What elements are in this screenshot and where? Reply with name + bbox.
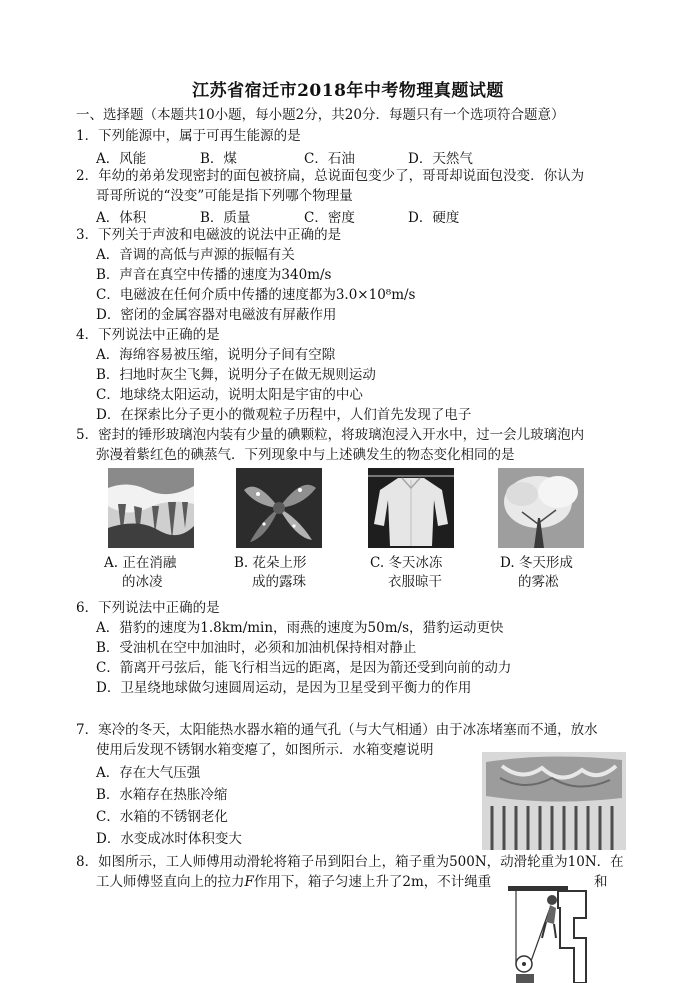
- question-4-option-c: C．地球绕太阳运动，说明太阳是宇宙的中心: [96, 387, 363, 403]
- option-b: B．质量: [200, 210, 251, 226]
- question-3-option-c: C．电磁波在任何介质中传播的速度都为3.0×10⁸m/s: [96, 287, 416, 303]
- question-7-stem-cont: 使用后发现不锈钢水箱变瘪了，如图所示．水箱变瘪说明: [96, 742, 434, 758]
- caption-b: B. 花朵上形 成的露珠: [234, 555, 307, 590]
- question-3-option-d: D．密闭的金属容器对电磁波有屏蔽作用: [96, 307, 337, 323]
- question-7-stem: 7．寒冷的冬天，太阳能热水器水箱的通气孔（与大气相通）由于冰冻堵塞而不通，放水: [76, 722, 598, 738]
- question-7-option-c: C．水箱的不锈钢老化: [96, 809, 228, 825]
- question-8-stem-tail: 和: [594, 874, 608, 890]
- question-3-option-a: A．音调的高低与声源的振幅有关: [96, 247, 295, 263]
- option-d: D．天然气: [408, 151, 473, 167]
- force-symbol: F: [244, 874, 254, 890]
- option-a: A．体积: [96, 210, 147, 226]
- question-6-option-a: A．猎豹的速度为1.8km/min，雨燕的速度为50m/s，猎豹运动更快: [96, 620, 504, 636]
- question-2-options: [96, 206, 512, 226]
- question-4-option-b: B．扫地时灰尘飞舞，说明分子在做无规则运动: [96, 367, 376, 383]
- caption-a: A. 正在消融 的冰凌: [104, 555, 177, 590]
- page-title: 江苏省宿迁市2018年中考物理真题试题: [192, 81, 504, 101]
- option-b: B．煤: [200, 151, 237, 167]
- dented-water-tank-photo: [482, 752, 626, 850]
- icicle-photo: [108, 468, 194, 548]
- question-2-stem-cont: 哥哥所说的“没变”可能是指下列哪个物理量: [96, 188, 353, 204]
- question-5-stem: 5．密封的锤形玻璃泡内装有少量的碘颗粒，将玻璃泡浸入开水中，过一会儿玻璃泡内: [76, 427, 585, 443]
- option-d: D．硬度: [408, 210, 460, 226]
- pulley-worker-figure: [500, 878, 596, 983]
- section-heading: 一、选择题（本题共10小题，每小题2分，共20分．每题只有一个选项符合题意）: [76, 107, 565, 123]
- question-1-options: [96, 147, 512, 167]
- question-4-stem: 4．下列说法中正确的是: [76, 327, 220, 343]
- question-6-option-b: B．受油机在空中加油时，必须和加油机保持相对静止: [96, 640, 417, 656]
- option-c: C．密度: [304, 210, 355, 226]
- question-3-stem: 3．下列关于声波和电磁波的说法中正确的是: [76, 227, 342, 243]
- question-4-option-d: D．在探索比分子更小的微观粒子历程中，人们首先发现了电子: [96, 407, 472, 423]
- question-6-stem: 6．下列说法中正确的是: [76, 600, 220, 616]
- question-6-option-c: C．箭离开弓弦后，能飞行相当远的距离，是因为箭还受到向前的动力: [96, 660, 512, 676]
- question-1-stem: 1．下列能源中，属于可再生能源的是: [76, 128, 301, 144]
- question-4-option-a: A．海绵容易被压缩，说明分子间有空隙: [96, 347, 336, 363]
- question-8-stem: 8．如图所示，工人师傅用动滑轮将箱子吊到阳台上，箱子重为500N，动滑轮重为10N．在: [76, 854, 624, 870]
- question-8-stem-cont: 工人师傅竖直向上的拉力F作用下，箱子匀速上升了2m，不计绳重: [96, 874, 492, 890]
- question-6-option-d: D．卫星绕地球做匀速圆周运动，是因为卫星受到平衡力的作用: [96, 680, 472, 696]
- caption-c: C. 冬天冰冻 衣服晾干: [370, 555, 443, 590]
- rime-tree-photo: [498, 468, 584, 548]
- question-7-option-d: D．水变成冰时体积变大: [96, 831, 242, 847]
- question-7-option-b: B．水箱存在热胀冷缩: [96, 787, 228, 803]
- option-a: A．风能: [96, 151, 147, 167]
- caption-d: D. 冬天形成 的雾凇: [500, 555, 573, 590]
- dew-flower-photo: [236, 468, 322, 548]
- question-7-option-a: A．存在大气压强: [96, 765, 201, 781]
- question-2-stem: 2．年幼的弟弟发现密封的面包被挤扁，总说面包变少了，哥哥却说面包没变．你认为: [76, 168, 585, 184]
- question-3-option-b: B．声音在真空中传播的速度为340m/s: [96, 267, 332, 283]
- frozen-clothes-photo: [368, 468, 454, 548]
- option-c: C．石油: [304, 151, 355, 167]
- question-5-stem-cont: 弥漫着紫红色的碘蒸气．下列现象中与上述碘发生的物态变化相同的是: [96, 447, 515, 463]
